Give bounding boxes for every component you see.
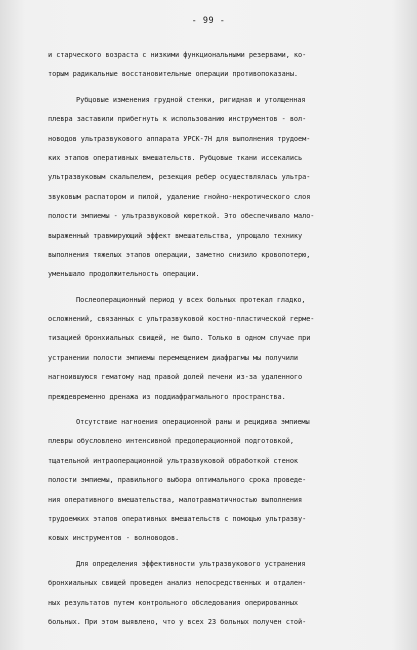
text-line: трудоемких этапов оперативных вмешательств с помощью ультразву- <box>48 514 307 523</box>
text-line: торым радикальные восстановительные операции противопоказаны. <box>48 70 299 79</box>
text-line: ния оперативного вмешательства, малотравматичностью выполнения <box>48 495 303 504</box>
text-line: ковых инструментов - волноводов. <box>48 534 180 543</box>
text-line: Рубцовые изменения грудной стенки, ригидная и утолщенная <box>76 95 306 104</box>
text-line: нагноившуюся гематому над правой долей печени из-за удаленного <box>48 373 303 382</box>
text-line: новодов ультразвукового аппарата УРСК-7Н для выполнения трудоем- <box>48 134 311 143</box>
text-line: полости эмпиемы, правильного выбора оптимального срока проведе- <box>48 476 307 485</box>
text-line: уменьшало продолжительность операции. <box>48 270 200 279</box>
text-line: плевра заставили прибегнуть к использованию инструментов - вол- <box>48 115 307 124</box>
text-line: тщательной интраоперационной ультразвуковой обработкой стенок <box>48 456 299 465</box>
page-number: - 99 - <box>191 16 226 26</box>
body-text <box>48 46 378 632</box>
text-line: Послеоперационный период у всех больных протекал гладко, <box>76 295 306 304</box>
text-line: Для определения эффективности ультразвукового устранения <box>76 559 306 568</box>
text-line: больных. При этом выявлено, что у всех 23 больных получен стой- <box>48 617 307 626</box>
text-line: ких этапов оперативных вмешательств. Рубцовые ткани иссекались <box>48 153 303 162</box>
text-line: осложнений, связанных с ультразвуковой костно-пластической герме- <box>48 315 315 324</box>
text-line: Отсутствие нагноения операционной раны и рецидива эмпиемы <box>76 418 310 427</box>
text-line: выполнения тяжелых этапов операции, заметно снизило кровопотерю, <box>48 250 311 259</box>
text-line: бронхиальных свищей проведен анализ непосредственных и отдален- <box>48 579 307 588</box>
text-line: тизацией бронхиальных свищей, не было. Только в одном случае при <box>48 334 311 343</box>
text-line: ультразвуковым скальпелем, резекция ребер осуществлялась ультра- <box>48 173 311 182</box>
text-line: выраженный травмирующий эффект вмешательства, упрощало технику <box>48 231 303 240</box>
text-line: устранении полости эмпиемы перемещением диафрагмы мы получили <box>48 353 299 362</box>
text-line: ных результатов путем контрольного обследования оперированных <box>48 598 299 607</box>
text-line: плевры обусловлено интенсивной предоперационной подготовкой, <box>48 437 294 446</box>
text-line: звуковым распатором и пилой, удаление гнойно-некротического слоя <box>48 192 311 201</box>
text-line: преждевременно дренажа из поддиафрагмального пространства. <box>48 392 286 401</box>
text-line: и старческого возраста с низкими функциональными резервами, ко- <box>48 51 307 59</box>
text-line: полости эмпиемы - ультразвуковой кюреткой. Это обеспечивало мало- <box>48 212 315 221</box>
